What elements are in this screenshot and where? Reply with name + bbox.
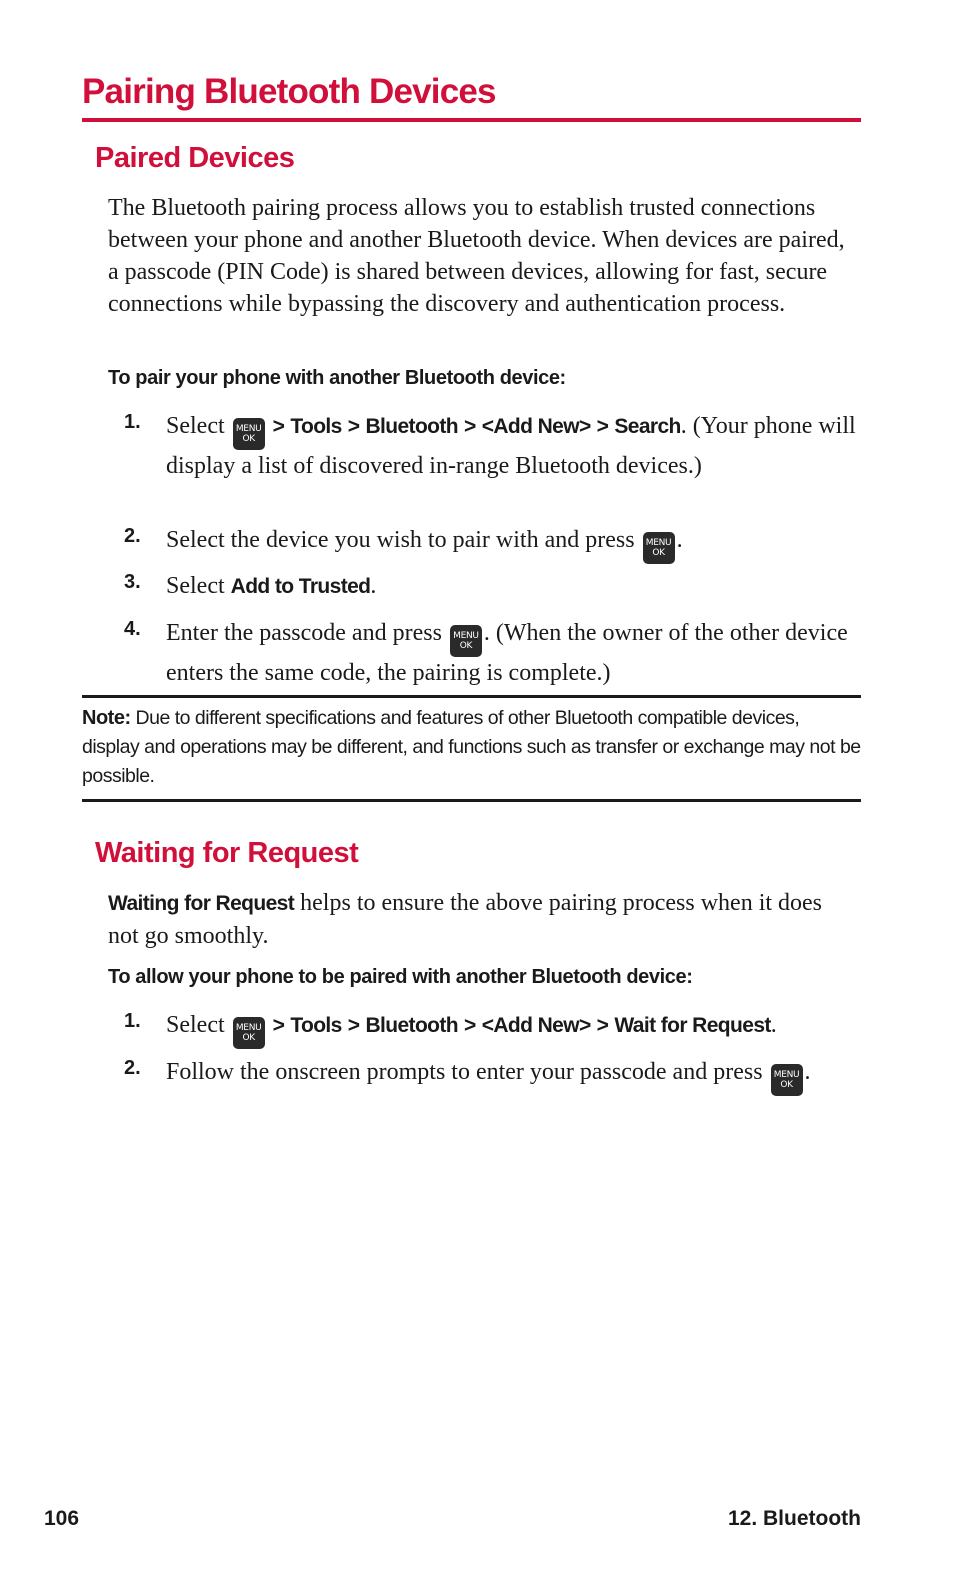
- menu-path-tools: Tools: [290, 1014, 342, 1037]
- waiting-intro: Waiting for Request helps to ensure the above pairing process when it does not go smoothly.: [108, 890, 823, 949]
- menu-ok-key-icon: MENU OK: [233, 1017, 265, 1049]
- paired-devices-lead: To pair your phone with another Bluetooth device:: [108, 367, 566, 389]
- waiting-lead: To allow your phone to be paired with another Bluetooth device:: [108, 966, 693, 988]
- menu-path-wait-for-request: Wait for Request: [614, 1014, 771, 1037]
- step-number: 2.: [124, 1057, 141, 1079]
- menu-path-add-new: <Add New>: [481, 1014, 591, 1037]
- note-label: Note:: [82, 707, 131, 729]
- step-text: Enter the passcode and press MENU OK . (When the owner of the other device enters the same code, the pairing is complete.): [166, 620, 848, 686]
- step-number: 1.: [124, 1010, 141, 1032]
- step-text: Select Add to Trusted.: [166, 573, 377, 599]
- menu-path-bluetooth: Bluetooth: [365, 1014, 459, 1037]
- section-label: 12. Bluetooth: [727, 1507, 861, 1530]
- paired-devices-intro: The Bluetooth pairing process allows you to establish trusted connections between your phone and another Bluetooth device. When devices are paired, a passcode (PIN Code) is shared between devices, allowing for fast, secure connections while bypassing the discovery and authentication process.: [108, 195, 845, 317]
- step-text: Select MENU OK > Tools > Bluetooth > <Add New> > Search. (Your phone will display a list of discovered in-range Bluetooth devices.): [166, 413, 856, 479]
- step-text: Follow the onscreen prompts to enter your passcode and press MENU OK .: [166, 1056, 860, 1096]
- step-text: Select MENU OK > Tools > Bluetooth > <Add New> > Wait for Request.: [166, 1009, 860, 1049]
- menu-ok-key-icon: MENU OK: [771, 1064, 803, 1096]
- step-number: 3.: [124, 571, 141, 593]
- step-number: 1.: [124, 411, 141, 433]
- note-box: [82, 704, 861, 791]
- title-rule: [82, 118, 861, 122]
- step-number: 4.: [124, 618, 141, 640]
- step-text: Select the device you wish to pair with and press MENU OK .: [166, 524, 860, 564]
- waiting-heading: Waiting for Request: [95, 837, 359, 869]
- note-bottom-rule: [82, 799, 861, 802]
- menu-ok-key-icon: MENU OK: [450, 625, 482, 657]
- menu-ok-key-icon: MENU OK: [643, 532, 675, 564]
- menu-path-bluetooth: Bluetooth: [365, 415, 459, 438]
- page-number: 106: [44, 1507, 80, 1530]
- note-top-rule: [82, 695, 861, 698]
- menu-path-add-to-trusted: Add to Trusted: [230, 575, 371, 598]
- page-title: Pairing Bluetooth Devices: [82, 72, 496, 111]
- menu-path-search: Search: [614, 415, 681, 438]
- note-text: Due to different specifications and features of other Bluetooth compatible devices, display and operations may be different, and functions such as transfer or exchange may not be possible.: [82, 707, 861, 787]
- menu-path-add-new: <Add New>: [481, 415, 591, 438]
- menu-ok-key-icon: MENU OK: [233, 418, 265, 450]
- menu-path-tools: Tools: [290, 415, 342, 438]
- step-number: 2.: [124, 525, 141, 547]
- paired-devices-heading: Paired Devices: [95, 142, 295, 174]
